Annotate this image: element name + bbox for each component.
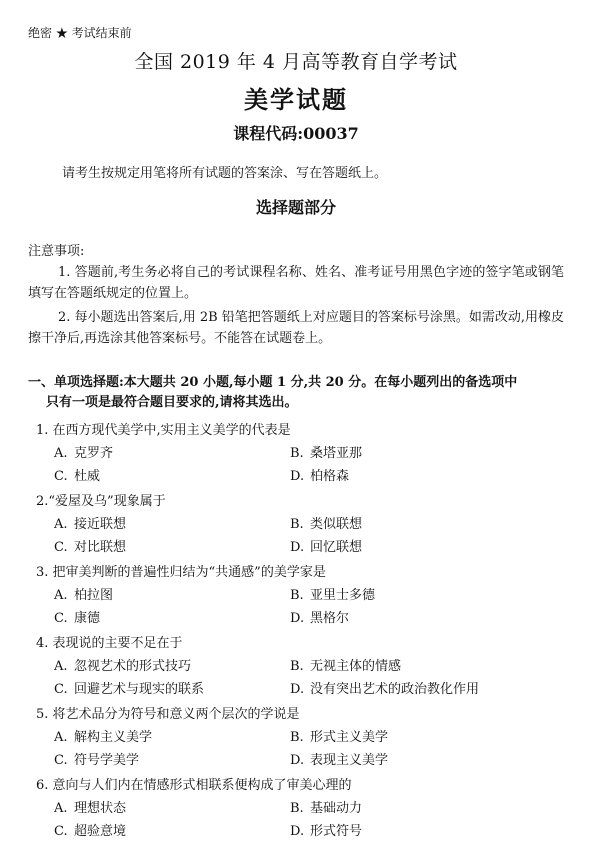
option-key: B.: [290, 801, 304, 816]
option-text: 没有突出艺术的政治教化作用: [310, 682, 480, 697]
option-grid: [28, 655, 564, 697]
option-grid: [28, 513, 564, 555]
option-text: 桑塔亚那: [310, 446, 363, 461]
exam-title: 全国 2019 年 4 月高等教育自学考试: [134, 51, 458, 73]
option: [290, 678, 530, 697]
option-text: 回忆联想: [310, 540, 363, 555]
option: [290, 465, 530, 484]
option: [290, 607, 530, 626]
subject-title: 美学试题: [244, 85, 348, 114]
option: [54, 607, 290, 626]
option-text: 忽视艺术的形式技巧: [74, 659, 192, 674]
option-key: C.: [54, 469, 68, 484]
option: [54, 513, 290, 532]
question-stem: 5. 将艺术品分为符号和意义两个层次的学说是: [36, 707, 300, 722]
option-text: 表现主义美学: [310, 753, 389, 768]
part-heading: [28, 373, 564, 413]
option-key: C.: [54, 611, 68, 626]
option: [290, 726, 530, 745]
option-grid: [28, 726, 564, 768]
option: [290, 584, 530, 603]
option: [54, 820, 290, 839]
option-key: D.: [290, 753, 305, 768]
option: [54, 678, 290, 697]
option-text: 柏拉图: [74, 588, 114, 603]
option: [290, 749, 530, 768]
option-text: 类似联想: [310, 517, 363, 532]
option-grid: [28, 797, 564, 839]
option-text: 杜威: [74, 469, 101, 484]
option-key: B.: [290, 517, 304, 532]
question-stem: 4. 表现说的主要不足在于: [36, 636, 183, 651]
part-heading-line1: 一、单项选择题:本大题共 20 小题,每小题 1 分,共 20 分。在每小题列出的备选项中: [28, 375, 518, 390]
option: [54, 536, 290, 555]
option-key: A.: [54, 517, 68, 532]
option-key: A.: [54, 801, 68, 816]
course-code: 课程代码:00037: [233, 124, 359, 143]
question-stem: 1. 在西方现代美学中,实用主义美学的代表是: [36, 423, 291, 438]
option-key: C.: [54, 682, 68, 697]
option-grid: [28, 442, 564, 484]
option-key: D.: [290, 824, 305, 839]
option: [290, 797, 530, 816]
option-text: 回避艺术与现实的联系: [74, 682, 205, 697]
option-grid: [28, 584, 564, 626]
option: [54, 655, 290, 674]
option-key: C.: [54, 824, 68, 839]
option-text: 符号学美学: [74, 753, 140, 768]
option-text: 克罗齐: [74, 446, 114, 461]
option-key: B.: [290, 446, 304, 461]
option-key: D.: [290, 682, 305, 697]
option: [290, 536, 530, 555]
option-text: 黑格尔: [310, 611, 350, 626]
option-text: 对比联想: [74, 540, 127, 555]
option: [54, 465, 290, 484]
question-stem: 6. 意向与人们内在情感形式相联系便构成了审美心理的: [36, 778, 352, 793]
option-key: C.: [54, 753, 68, 768]
notes-title: 注意事项:: [28, 244, 85, 259]
question-stem: 3. 把审美判断的普遍性归结为“共通感”的美学家是: [36, 565, 326, 580]
option-key: A.: [54, 446, 68, 461]
option: [290, 513, 530, 532]
option: [290, 442, 530, 461]
option-key: B.: [290, 659, 304, 674]
option-text: 亚里士多德: [310, 588, 376, 603]
note-item: 2. 每小题选出答案后,用 2B 铅笔把答题纸上对应题目的答案标号涂黑。如需改动,用橡皮擦干净后,再选涂其他答案标号。不能答在试题卷上。: [28, 310, 564, 346]
question-list: [28, 419, 564, 839]
option-text: 柏格森: [310, 469, 350, 484]
option: [290, 655, 530, 674]
option-key: B.: [290, 588, 304, 603]
option-key: C.: [54, 540, 68, 555]
option-text: 接近联想: [74, 517, 127, 532]
option-key: D.: [290, 540, 305, 555]
option: [54, 797, 290, 816]
option-key: A.: [54, 588, 68, 603]
option-text: 超验意境: [74, 824, 127, 839]
option: [290, 820, 530, 839]
option: [54, 584, 290, 603]
option-key: D.: [290, 611, 305, 626]
secret-label: 绝密 ★ 考试结束前: [28, 26, 132, 40]
option-text: 形式主义美学: [310, 730, 389, 745]
option-key: A.: [54, 730, 68, 745]
option-key: D.: [290, 469, 305, 484]
option-text: 解构主义美学: [74, 730, 153, 745]
note-item: 1. 答题前,考生务必将自己的考试课程名称、姓名、准考证号用黑色字迹的签字笔或钢笔填写在答题纸规定的位置上。: [28, 265, 564, 301]
option-text: 无视主体的情感: [310, 659, 402, 674]
option: [54, 749, 290, 768]
part-heading-line2: 只有一项是最符合题目要求的,请将其选出。: [46, 395, 298, 410]
section-title: 选择题部分: [255, 198, 336, 217]
option-text: 形式符号: [310, 824, 363, 839]
option-key: A.: [54, 659, 68, 674]
question-stem: 2.“爱屋及乌”现象属于: [36, 494, 166, 509]
option-key: B.: [290, 730, 304, 745]
option-text: 理想状态: [74, 801, 127, 816]
option-text: 康德: [74, 611, 101, 626]
option-text: 基础动力: [310, 801, 363, 816]
answer-notice: 请考生按规定用笔将所有试题的答案涂、写在答题纸上。: [62, 166, 388, 181]
option: [54, 442, 290, 461]
option: [54, 726, 290, 745]
